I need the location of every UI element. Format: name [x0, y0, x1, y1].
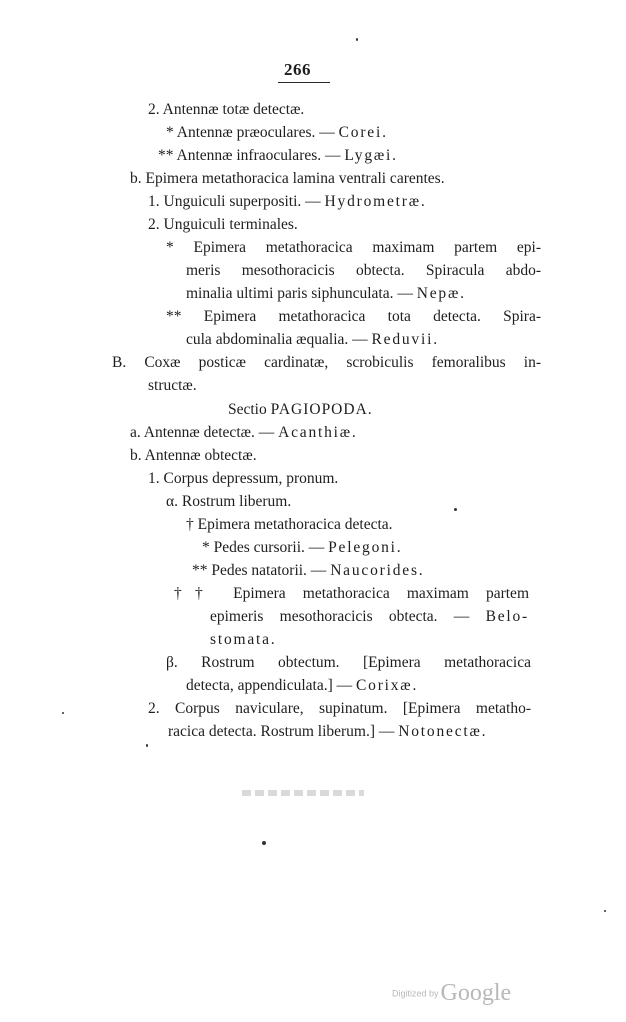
line-text: epimeris mesothoracicis obtecta. —	[210, 608, 486, 625]
line-text: † Epimera metathoracica detecta.	[186, 516, 393, 533]
line-text: α. Rostrum liberum.	[166, 493, 292, 510]
scan-speck	[356, 38, 358, 41]
line-text: ** Antennæ infraoculares. —	[158, 147, 345, 164]
line-spaced-text: Corixæ.	[356, 677, 419, 694]
text-line	[210, 608, 529, 626]
text-line	[148, 377, 197, 395]
line-spaced-text: Pelegoni.	[328, 539, 403, 556]
line-text: racica detecta. Rostrum liberum.] —	[168, 723, 399, 740]
text-line	[166, 654, 531, 672]
line-spaced-text: Naucorides.	[330, 562, 425, 579]
line-text: B. Coxæ posticæ cardinatæ, scrobiculis femoralibus in-	[112, 354, 541, 371]
scan-speck	[146, 744, 148, 747]
line-text: †† Epimera metathoracica maximam partem	[174, 585, 529, 602]
line-text: b. Epimera metathoracica lamina ventrali carentes.	[130, 170, 445, 187]
line-text: cula abdominalia æqualia. —	[186, 331, 372, 348]
line-text: 2. Unguiculi terminales.	[148, 216, 298, 233]
google-logo: Google	[440, 980, 512, 1006]
line-text: b. Antennæ obtectæ.	[130, 447, 257, 464]
line-spaced-text: Corei.	[338, 124, 388, 141]
line-text: 2. Antennæ totæ detectæ.	[148, 101, 305, 118]
text-line	[148, 101, 304, 119]
line-spaced-text: Notonectæ.	[398, 723, 488, 740]
line-spaced-text: Belo-	[485, 608, 529, 625]
text-line	[168, 723, 487, 741]
text-line	[130, 447, 257, 465]
line-text: Sectio	[228, 401, 271, 418]
line-text: structæ.	[148, 377, 197, 394]
scan-smudge	[242, 790, 364, 796]
line-text: ** Epimera metathoracica tota detecta. Spira-	[166, 308, 541, 325]
scan-speck	[62, 712, 64, 714]
line-spaced-text: Acanthiæ.	[278, 424, 358, 441]
scan-speck	[604, 910, 606, 912]
text-line	[166, 493, 291, 511]
line-spaced-text: stomata.	[210, 631, 277, 648]
text-line	[186, 516, 393, 534]
scan-speck	[454, 508, 457, 511]
page-number-rule	[278, 82, 330, 83]
text-line	[174, 585, 529, 603]
text-line	[186, 285, 466, 303]
text-line	[148, 193, 427, 211]
scan-speck	[262, 841, 266, 845]
line-text: 2. Corpus naviculare, supinatum. [Epimera metatho-	[148, 700, 531, 717]
text-line	[148, 470, 338, 488]
line-spaced-text: Hydrometræ.	[324, 193, 427, 210]
line-text: detecta, appendiculata.] —	[186, 677, 356, 694]
text-line	[192, 562, 424, 580]
line-spaced-text: Lygæi.	[344, 147, 398, 164]
text-line	[166, 239, 541, 257]
line-spaced-text: PAGIOPODA.	[270, 401, 373, 418]
line-spaced-text: Nepæ.	[416, 285, 466, 302]
line-text: 1. Unguiculi superpositi. —	[148, 193, 325, 210]
text-line	[166, 124, 388, 142]
line-text: * Epimera metathoracica maximam partem epi-	[166, 239, 541, 256]
line-text: * Pedes cursorii. —	[202, 539, 329, 556]
digitized-watermark	[392, 980, 511, 1007]
line-text: 1. Corpus depressum, pronum.	[148, 470, 339, 487]
line-text: a. Antennæ detectæ. —	[130, 424, 279, 441]
text-line	[202, 539, 402, 557]
line-text: * Antennæ præoculares. —	[166, 124, 339, 141]
section-heading	[228, 401, 373, 419]
line-text: ** Pedes natatorii. —	[192, 562, 331, 579]
text-line	[166, 308, 541, 326]
text-line	[148, 700, 531, 718]
text-line	[186, 331, 439, 349]
text-line	[112, 354, 541, 372]
text-line	[130, 170, 445, 188]
text-line	[148, 216, 298, 234]
page-number: 266	[284, 60, 311, 79]
watermark-small-text: Digitized by	[392, 988, 439, 999]
text-line	[186, 262, 541, 280]
line-spaced-text: Reduvii.	[371, 331, 439, 348]
text-line	[186, 677, 418, 695]
line-text: minalia ultimi paris siphunculata. —	[186, 285, 417, 302]
text-line	[210, 631, 277, 649]
text-line	[130, 424, 358, 442]
line-text: β. Rostrum obtectum. [Epimera metathoracica	[166, 654, 531, 671]
text-line	[158, 147, 398, 165]
line-text: meris mesothoracicis obtecta. Spiracula abdo-	[186, 262, 541, 279]
